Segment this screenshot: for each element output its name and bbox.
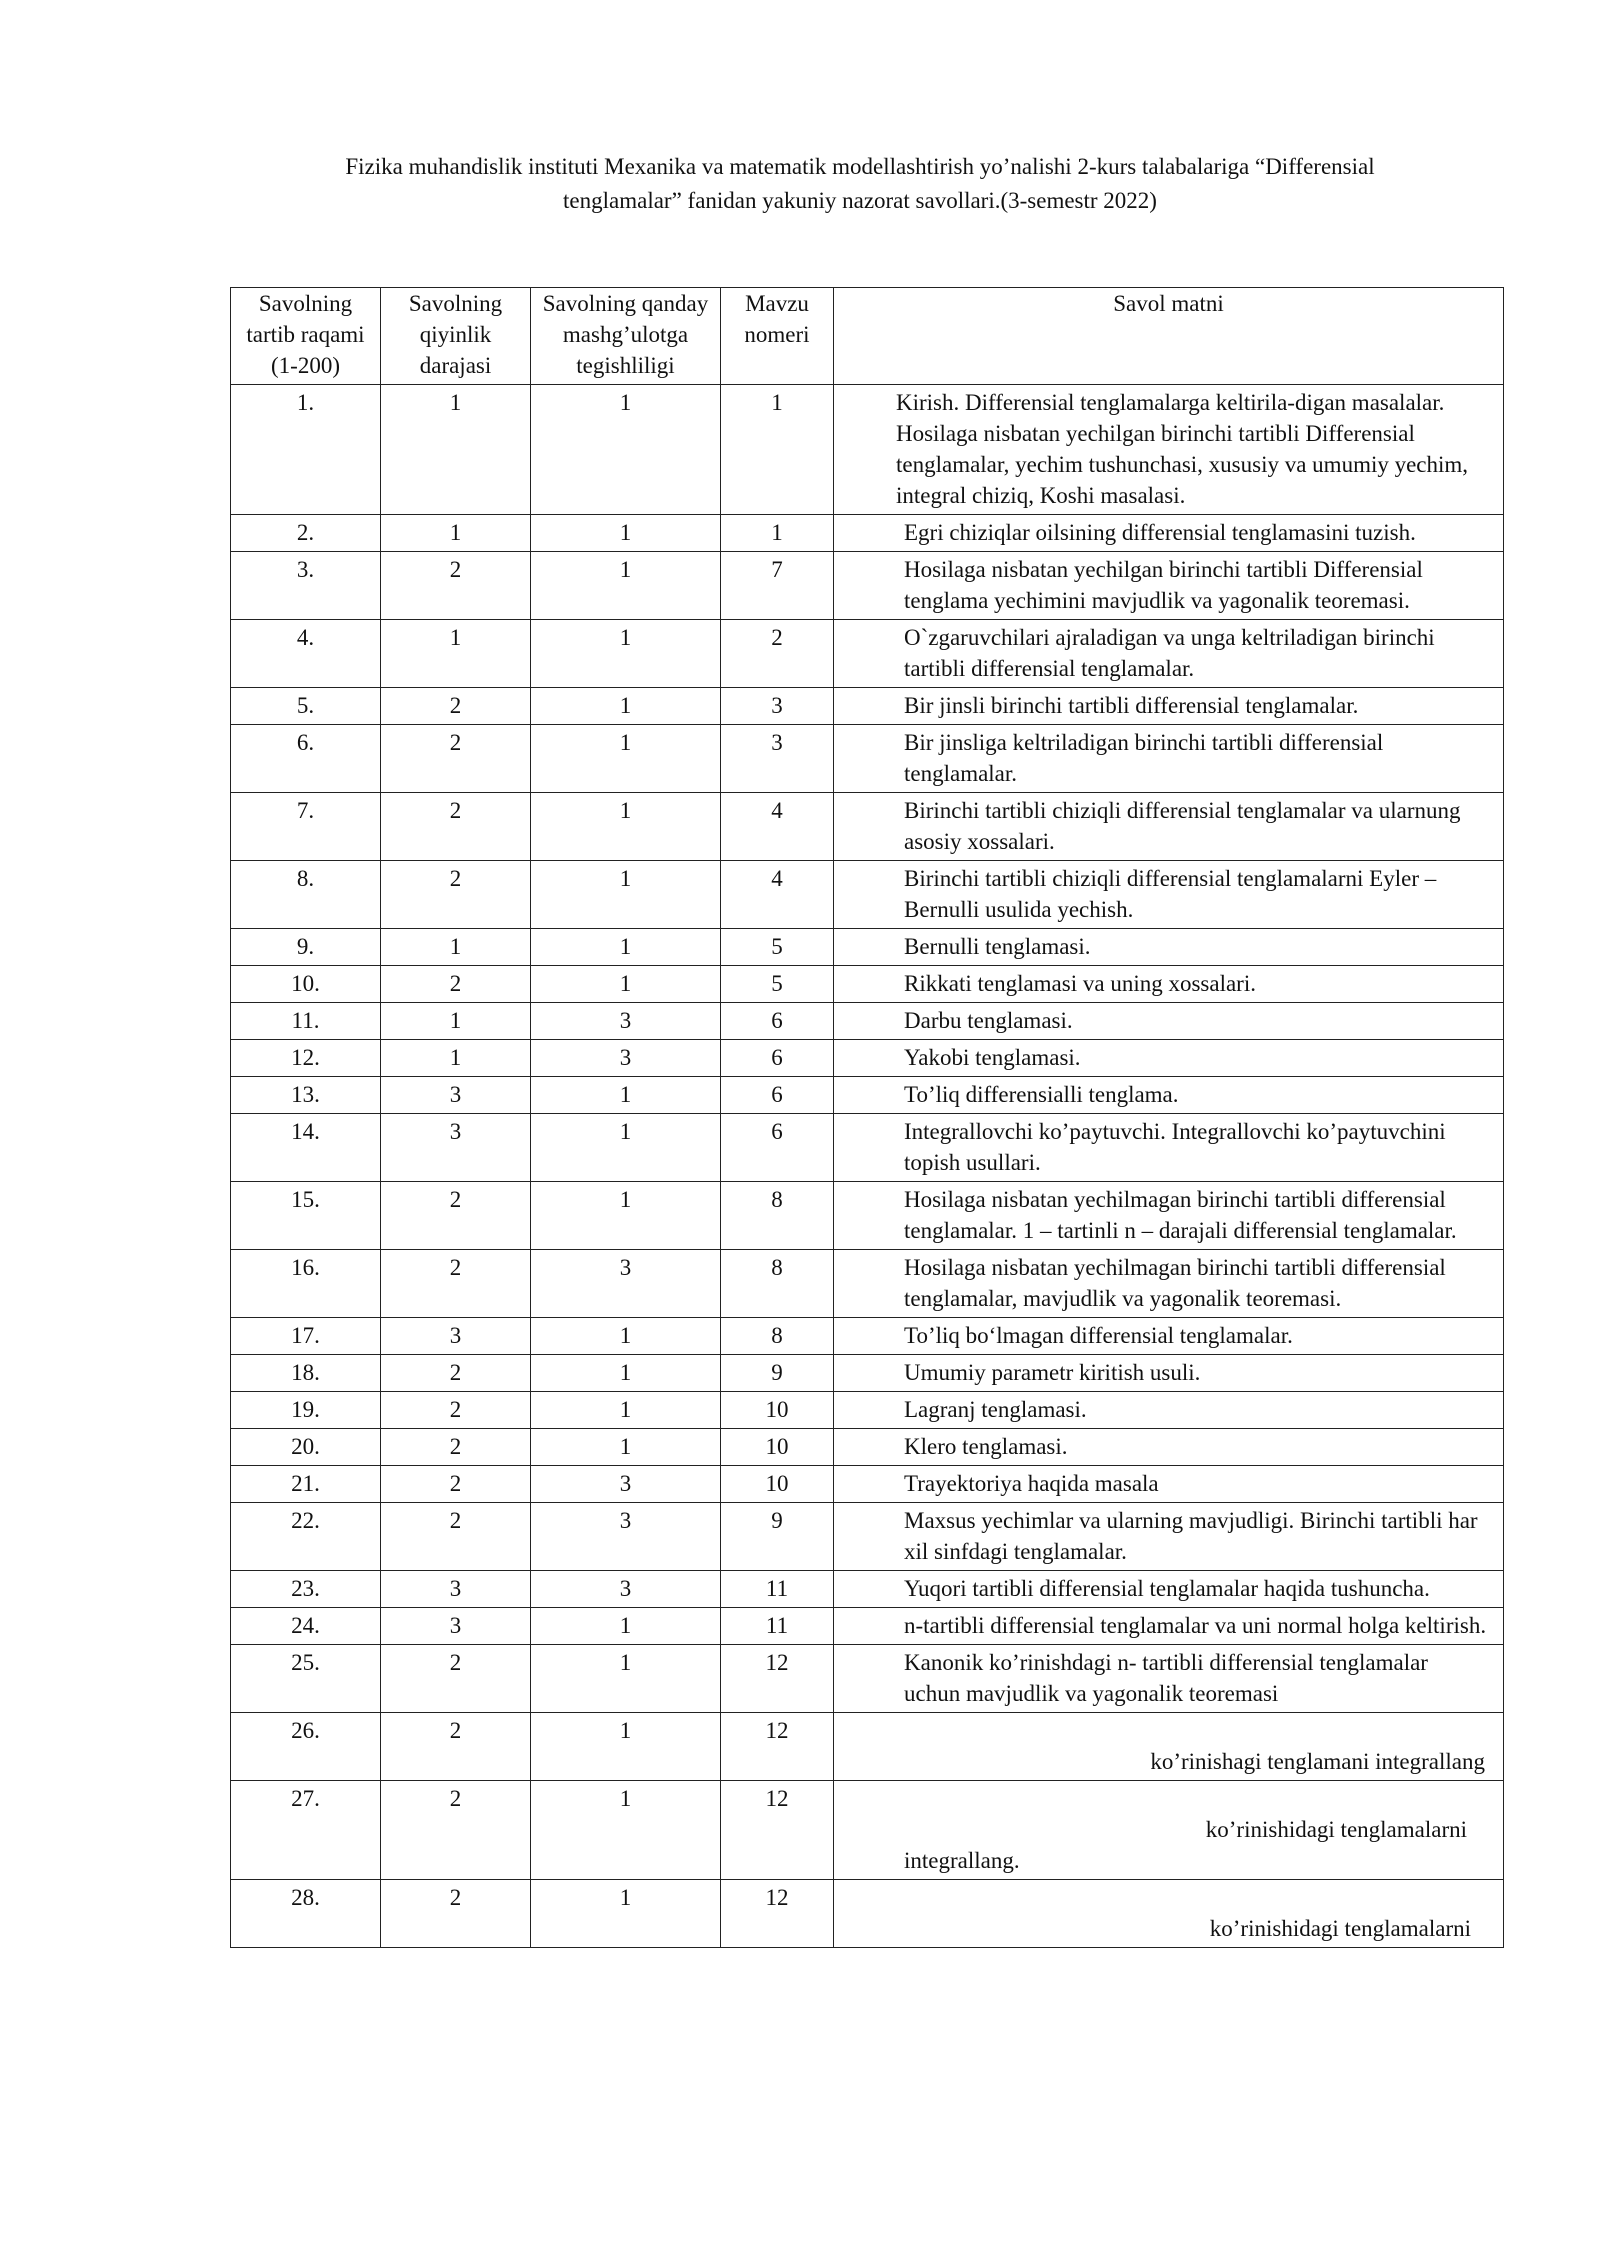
cell-question-text: Klero tenglamasi. — [834, 1429, 1504, 1466]
table-row — [231, 725, 1504, 793]
cell-topic-number: 8 — [721, 1182, 834, 1250]
cell-difficulty: 1 — [381, 620, 531, 688]
table-row — [231, 552, 1504, 620]
cell-difficulty: 2 — [381, 1355, 531, 1392]
cell-session-type: 1 — [531, 515, 721, 552]
table-row — [231, 1114, 1504, 1182]
header-topic-number: Mavzu nomeri — [721, 288, 834, 385]
cell-question-text: Hosilaga nisbatan yechilmagan birinchi tartibli differensial tenglamalar. 1 – tartinli n – darajali differensial tenglamalar. — [834, 1182, 1504, 1250]
cell-question-text: Rikkati tenglamasi va uning xossalari. — [834, 966, 1504, 1003]
cell-topic-number: 4 — [721, 793, 834, 861]
cell-order-number: 17. — [231, 1318, 381, 1355]
heading-line-2: tenglamalar” fanidan yakuniy nazorat savollari.(3-semestr 2022) — [563, 188, 1157, 213]
cell-question-text: To’liq differensialli tenglama. — [834, 1077, 1504, 1114]
cell-topic-number: 11 — [721, 1571, 834, 1608]
cell-difficulty: 1 — [381, 929, 531, 966]
table-row — [231, 1250, 1504, 1318]
cell-question-text: Kirish. Differensial tenglamalarga keltirila-digan masalalar. Hosilaga nisbatan yechilgan birinchi tartibli Differensial tenglamalar, yechim tushunchasi, xususiy va umumiy yechim, integral chiziq, Koshi masalasi. — [834, 385, 1504, 515]
cell-session-type: 1 — [531, 688, 721, 725]
cell-session-type: 1 — [531, 1429, 721, 1466]
cell-session-type: 1 — [531, 1182, 721, 1250]
table-row — [231, 861, 1504, 929]
cell-order-number: 28. — [231, 1880, 381, 1948]
cell-session-type: 1 — [531, 929, 721, 966]
cell-difficulty: 2 — [381, 552, 531, 620]
cell-difficulty: 3 — [381, 1318, 531, 1355]
cell-order-number: 1. — [231, 385, 381, 515]
cell-difficulty: 2 — [381, 793, 531, 861]
cell-question-text: Egri chiziqlar oilsining differensial tenglamasini tuzish. — [834, 515, 1504, 552]
cell-difficulty: 2 — [381, 966, 531, 1003]
cell-order-number: 15. — [231, 1182, 381, 1250]
cell-topic-number: 1 — [721, 515, 834, 552]
question-text-line: ko’rinishagi tenglamani integrallang — [1150, 1749, 1485, 1774]
cell-session-type: 1 — [531, 620, 721, 688]
cell-difficulty: 2 — [381, 1645, 531, 1713]
cell-difficulty: 3 — [381, 1077, 531, 1114]
table-row — [231, 1713, 1504, 1781]
cell-order-number: 21. — [231, 1466, 381, 1503]
heading-line-1: Fizika muhandislik instituti Mexanika va matematik modellashtirish yo’nalishi 2-kurs talabalariga “Differensial — [345, 154, 1375, 179]
cell-session-type: 1 — [531, 966, 721, 1003]
cell-difficulty: 2 — [381, 861, 531, 929]
cell-question-text: Darbu tenglamasi. — [834, 1003, 1504, 1040]
cell-topic-number: 11 — [721, 1608, 834, 1645]
cell-order-number: 20. — [231, 1429, 381, 1466]
cell-topic-number: 10 — [721, 1466, 834, 1503]
cell-topic-number: 2 — [721, 620, 834, 688]
table-row — [231, 385, 1504, 515]
cell-difficulty: 2 — [381, 1429, 531, 1466]
cell-session-type: 1 — [531, 385, 721, 515]
cell-difficulty: 3 — [381, 1114, 531, 1182]
cell-session-type: 3 — [531, 1503, 721, 1571]
cell-difficulty: 2 — [381, 725, 531, 793]
cell-topic-number: 6 — [721, 1077, 834, 1114]
cell-question-text: Hosilaga nisbatan yechilmagan birinchi tartibli differensial tenglamalar, mavjudlik va yagonalik teoremasi. — [834, 1250, 1504, 1318]
cell-difficulty: 2 — [381, 688, 531, 725]
cell-difficulty: 1 — [381, 1040, 531, 1077]
cell-session-type: 1 — [531, 1318, 721, 1355]
cell-topic-number: 9 — [721, 1503, 834, 1571]
cell-topic-number: 10 — [721, 1429, 834, 1466]
cell-order-number: 23. — [231, 1571, 381, 1608]
table-header-row — [231, 288, 1504, 385]
cell-question-text: Maxsus yechimlar va ularning mavjudligi. Birinchi tartibli har xil sinfdagi tenglamalar. — [834, 1503, 1504, 1571]
cell-topic-number: 9 — [721, 1355, 834, 1392]
cell-topic-number: 5 — [721, 966, 834, 1003]
cell-session-type: 1 — [531, 1713, 721, 1781]
cell-question-text: Yakobi tenglamasi. — [834, 1040, 1504, 1077]
cell-order-number: 11. — [231, 1003, 381, 1040]
cell-topic-number: 6 — [721, 1040, 834, 1077]
question-text-line: ko’rinishidagi tenglamalarni — [1205, 1817, 1467, 1842]
cell-question-text: Trayektoriya haqida masala — [834, 1466, 1504, 1503]
cell-order-number: 16. — [231, 1250, 381, 1318]
cell-topic-number: 12 — [721, 1781, 834, 1880]
table-row — [231, 1392, 1504, 1429]
cell-order-number: 6. — [231, 725, 381, 793]
cell-session-type: 3 — [531, 1466, 721, 1503]
table-row — [231, 793, 1504, 861]
cell-order-number: 10. — [231, 966, 381, 1003]
table-row — [231, 929, 1504, 966]
table-row — [231, 1608, 1504, 1645]
cell-question-text — [834, 1781, 1504, 1880]
header-difficulty: Savolning qiyinlik darajasi — [381, 288, 531, 385]
cell-order-number: 3. — [231, 552, 381, 620]
cell-difficulty: 2 — [381, 1466, 531, 1503]
cell-order-number: 18. — [231, 1355, 381, 1392]
cell-difficulty: 3 — [381, 1571, 531, 1608]
cell-topic-number: 1 — [721, 385, 834, 515]
cell-difficulty: 2 — [381, 1392, 531, 1429]
cell-difficulty: 3 — [381, 1608, 531, 1645]
cell-question-text: Bernulli tenglamasi. — [834, 929, 1504, 966]
cell-order-number: 4. — [231, 620, 381, 688]
cell-session-type: 1 — [531, 1880, 721, 1948]
cell-topic-number: 12 — [721, 1713, 834, 1781]
cell-session-type: 1 — [531, 861, 721, 929]
cell-session-type: 1 — [531, 1781, 721, 1880]
cell-session-type: 1 — [531, 1645, 721, 1713]
cell-topic-number: 12 — [721, 1880, 834, 1948]
cell-session-type: 1 — [531, 1608, 721, 1645]
cell-topic-number: 8 — [721, 1318, 834, 1355]
cell-order-number: 5. — [231, 688, 381, 725]
table-row — [231, 966, 1504, 1003]
cell-question-text: Hosilaga nisbatan yechilgan birinchi tartibli Differensial tenglama yechimini mavjudlik va yagonalik teoremasi. — [834, 552, 1504, 620]
cell-session-type: 1 — [531, 1077, 721, 1114]
table-row — [231, 1466, 1504, 1503]
table-row — [231, 1503, 1504, 1571]
table-row — [231, 1182, 1504, 1250]
table-row — [231, 1318, 1504, 1355]
table-row — [231, 1571, 1504, 1608]
cell-question-text: Birinchi tartibli chiziqli differensial tenglamalar va ularnung asosiy xossalari. — [834, 793, 1504, 861]
cell-session-type: 1 — [531, 793, 721, 861]
cell-order-number: 12. — [231, 1040, 381, 1077]
cell-topic-number: 5 — [721, 929, 834, 966]
cell-difficulty: 2 — [381, 1713, 531, 1781]
cell-session-type: 1 — [531, 552, 721, 620]
cell-order-number: 24. — [231, 1608, 381, 1645]
header-order-number: Savolning tartib raqami (1-200) — [231, 288, 381, 385]
header-session-type: Savolning qanday mashg’ulotga tegishliligi — [531, 288, 721, 385]
cell-question-text: Birinchi tartibli chiziqli differensial tenglamalarni Eyler – Bernulli usulida yechish. — [834, 861, 1504, 929]
cell-topic-number: 12 — [721, 1645, 834, 1713]
document-heading — [230, 150, 1490, 218]
cell-order-number: 26. — [231, 1713, 381, 1781]
cell-order-number: 25. — [231, 1645, 381, 1713]
cell-question-text: Yuqori tartibli differensial tenglamalar haqida tushuncha. — [834, 1571, 1504, 1608]
table-row — [231, 1880, 1504, 1948]
cell-order-number: 14. — [231, 1114, 381, 1182]
table-row — [231, 1003, 1504, 1040]
cell-session-type: 3 — [531, 1250, 721, 1318]
cell-topic-number: 8 — [721, 1250, 834, 1318]
question-text-line: ko’rinishidagi tenglamalarni — [1209, 1916, 1471, 1941]
table-row — [231, 1645, 1504, 1713]
cell-difficulty: 1 — [381, 515, 531, 552]
table-row — [231, 1781, 1504, 1880]
cell-topic-number: 3 — [721, 725, 834, 793]
cell-session-type: 1 — [531, 725, 721, 793]
cell-difficulty: 2 — [381, 1781, 531, 1880]
cell-difficulty: 1 — [381, 385, 531, 515]
cell-order-number: 7. — [231, 793, 381, 861]
table-row — [231, 1077, 1504, 1114]
cell-question-text: Integrallovchi ko’paytuvchi. Integrallovchi ko’paytuvchini topish usullari. — [834, 1114, 1504, 1182]
cell-topic-number: 7 — [721, 552, 834, 620]
cell-session-type: 3 — [531, 1571, 721, 1608]
cell-topic-number: 4 — [721, 861, 834, 929]
cell-session-type: 3 — [531, 1003, 721, 1040]
cell-difficulty: 2 — [381, 1880, 531, 1948]
cell-session-type: 1 — [531, 1355, 721, 1392]
cell-question-text: Umumiy parametr kiritish usuli. — [834, 1355, 1504, 1392]
cell-question-text: Bir jinsli birinchi tartibli differensial tenglamalar. — [834, 688, 1504, 725]
cell-question-text: Lagranj tenglamasi. — [834, 1392, 1504, 1429]
question-text-line: integrallang. — [904, 1848, 1020, 1873]
cell-topic-number: 10 — [721, 1392, 834, 1429]
cell-question-text: To’liq boʻlmagan differensial tenglamalar. — [834, 1318, 1504, 1355]
table-row — [231, 688, 1504, 725]
cell-difficulty: 1 — [381, 1003, 531, 1040]
cell-session-type: 1 — [531, 1392, 721, 1429]
table-row — [231, 1355, 1504, 1392]
table-row — [231, 1429, 1504, 1466]
cell-topic-number: 6 — [721, 1003, 834, 1040]
table-row — [231, 515, 1504, 552]
cell-difficulty: 2 — [381, 1503, 531, 1571]
cell-order-number: 9. — [231, 929, 381, 966]
cell-question-text: Bir jinsliga keltriladigan birinchi tartibli differensial tenglamalar. — [834, 725, 1504, 793]
table-body — [231, 385, 1504, 1948]
cell-order-number: 22. — [231, 1503, 381, 1571]
cell-question-text: O`zgaruvchilari ajraladigan va unga keltriladigan birinchi tartibli differensial tenglamalar. — [834, 620, 1504, 688]
cell-topic-number: 3 — [721, 688, 834, 725]
cell-session-type: 3 — [531, 1040, 721, 1077]
cell-question-text — [834, 1880, 1504, 1948]
cell-session-type: 1 — [531, 1114, 721, 1182]
cell-topic-number: 6 — [721, 1114, 834, 1182]
header-question-text: Savol matni — [834, 288, 1504, 385]
cell-difficulty: 2 — [381, 1182, 531, 1250]
cell-order-number: 13. — [231, 1077, 381, 1114]
cell-question-text: Kanonik ko’rinishdagi n- tartibli differensial tenglamalar uchun mavjudlik va yagonalik teoremasi — [834, 1645, 1504, 1713]
questions-table — [230, 287, 1504, 1948]
cell-order-number: 2. — [231, 515, 381, 552]
cell-order-number: 8. — [231, 861, 381, 929]
cell-question-text — [834, 1713, 1504, 1781]
cell-question-text: n-tartibli differensial tenglamalar va uni normal holga keltirish. — [834, 1608, 1504, 1645]
cell-order-number: 27. — [231, 1781, 381, 1880]
table-row — [231, 620, 1504, 688]
cell-difficulty: 2 — [381, 1250, 531, 1318]
cell-order-number: 19. — [231, 1392, 381, 1429]
table-row — [231, 1040, 1504, 1077]
